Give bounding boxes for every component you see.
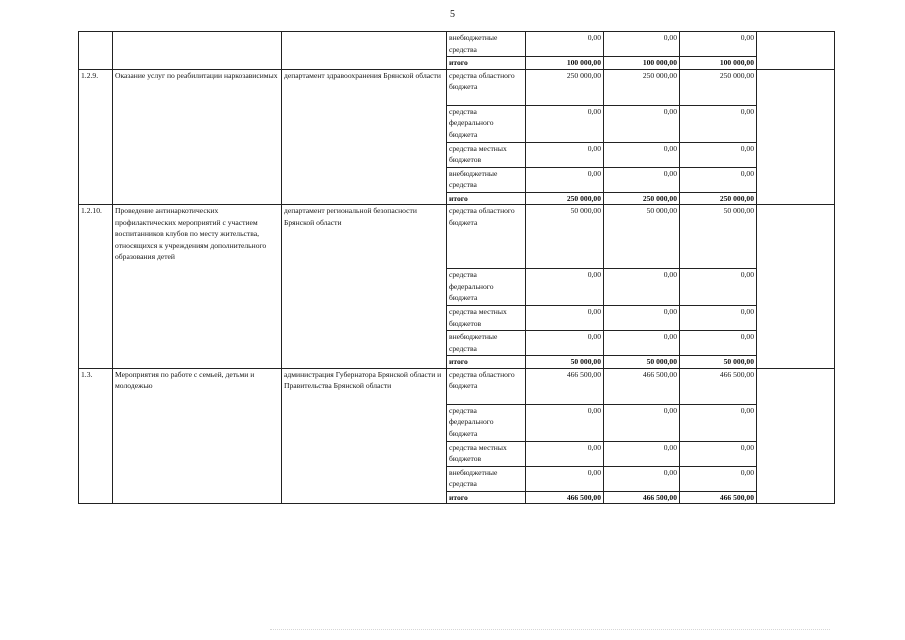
value-cell: 250 000,00 — [680, 69, 757, 105]
funding-source-cell: средства областного бюджета — [447, 205, 526, 269]
value-cell: 0,00 — [526, 32, 604, 57]
value-cell: 250 000,00 — [604, 69, 680, 105]
value-cell: 0,00 — [604, 142, 680, 167]
row-number-cell — [79, 32, 113, 70]
executor-cell: департамент региональной безопасности Брянской области — [282, 205, 447, 369]
value-cell: 0,00 — [680, 32, 757, 57]
value-cell: 0,00 — [604, 331, 680, 356]
funding-source-cell: итого — [447, 192, 526, 205]
value-cell: 466 500,00 — [526, 491, 604, 504]
value-cell: 0,00 — [526, 466, 604, 491]
value-cell: 0,00 — [526, 167, 604, 192]
value-cell: 50 000,00 — [526, 205, 604, 269]
value-cell: 50 000,00 — [604, 205, 680, 269]
value-cell: 0,00 — [680, 331, 757, 356]
empty-cell — [757, 32, 835, 70]
funding-source-cell: внебюджетные средства — [447, 331, 526, 356]
value-cell: 250 000,00 — [680, 192, 757, 205]
funding-source-cell: итого — [447, 356, 526, 369]
value-cell: 0,00 — [604, 167, 680, 192]
value-cell: 0,00 — [526, 331, 604, 356]
funding-source-cell: итого — [447, 491, 526, 504]
value-cell: 466 500,00 — [526, 368, 604, 404]
executor-cell — [282, 32, 447, 70]
value-cell: 0,00 — [526, 404, 604, 441]
value-cell: 0,00 — [680, 441, 757, 466]
activity-name-cell: Мероприятия по работе с семьей, детьми и молодежью — [113, 368, 282, 504]
empty-cell — [757, 205, 835, 369]
activity-name-cell: Оказание услуг по реабилитации наркозависимых — [113, 69, 282, 205]
funding-source-cell: средства федерального бюджета — [447, 105, 526, 142]
value-cell: 466 500,00 — [680, 491, 757, 504]
funding-source-cell: средства федерального бюджета — [447, 269, 526, 306]
funding-source-cell: средства областного бюджета — [447, 69, 526, 105]
scan-artifact-line — [270, 629, 830, 634]
value-cell: 100 000,00 — [604, 57, 680, 70]
activity-name-cell — [113, 32, 282, 70]
empty-cell — [757, 69, 835, 205]
executor-cell: департамент здравоохранения Брянской области — [282, 69, 447, 205]
value-cell: 0,00 — [680, 466, 757, 491]
value-cell: 466 500,00 — [604, 491, 680, 504]
table-row — [79, 32, 835, 57]
value-cell: 0,00 — [526, 306, 604, 331]
value-cell: 50 000,00 — [526, 356, 604, 369]
funding-source-cell: внебюджетные средства — [447, 167, 526, 192]
table-row — [79, 205, 835, 269]
value-cell: 250 000,00 — [604, 192, 680, 205]
value-cell: 0,00 — [680, 167, 757, 192]
executor-cell: администрация Губернатора Брянской области и Правительства Брянской области — [282, 368, 447, 504]
value-cell: 0,00 — [680, 142, 757, 167]
value-cell: 50 000,00 — [604, 356, 680, 369]
row-number-cell: 1.2.10. — [79, 205, 113, 369]
budget-table — [78, 31, 835, 504]
table-row — [79, 368, 835, 404]
value-cell: 50 000,00 — [680, 356, 757, 369]
value-cell: 466 500,00 — [680, 368, 757, 404]
value-cell: 0,00 — [604, 404, 680, 441]
funding-source-cell: средства местных бюджетов — [447, 306, 526, 331]
empty-cell — [757, 368, 835, 504]
value-cell: 0,00 — [680, 404, 757, 441]
funding-source-cell: средства областного бюджета — [447, 368, 526, 404]
value-cell: 0,00 — [604, 306, 680, 331]
value-cell: 0,00 — [604, 105, 680, 142]
funding-source-cell: внебюджетные средства — [447, 466, 526, 491]
row-number-cell: 1.3. — [79, 368, 113, 504]
table-row — [79, 69, 835, 105]
value-cell: 0,00 — [526, 105, 604, 142]
row-number-cell: 1.2.9. — [79, 69, 113, 205]
value-cell: 0,00 — [604, 32, 680, 57]
activity-name-cell: Проведение антинаркотических профилактических мероприятий с участием воспитанников клубов по месту жительства, относящихся к учреждениям дополнительного образования детей — [113, 205, 282, 369]
value-cell: 466 500,00 — [604, 368, 680, 404]
value-cell: 0,00 — [526, 269, 604, 306]
value-cell: 0,00 — [526, 441, 604, 466]
value-cell: 100 000,00 — [526, 57, 604, 70]
funding-source-cell: внебюджетные средства — [447, 32, 526, 57]
value-cell: 0,00 — [604, 269, 680, 306]
value-cell: 0,00 — [680, 306, 757, 331]
funding-source-cell: итого — [447, 57, 526, 70]
value-cell: 50 000,00 — [680, 205, 757, 269]
value-cell: 0,00 — [680, 269, 757, 306]
page-number: 5 — [450, 9, 455, 20]
value-cell: 250 000,00 — [526, 69, 604, 105]
funding-source-cell: средства местных бюджетов — [447, 142, 526, 167]
value-cell: 0,00 — [680, 105, 757, 142]
funding-source-cell: средства местных бюджетов — [447, 441, 526, 466]
funding-source-cell: средства федерального бюджета — [447, 404, 526, 441]
value-cell: 100 000,00 — [680, 57, 757, 70]
value-cell: 0,00 — [604, 441, 680, 466]
value-cell: 250 000,00 — [526, 192, 604, 205]
value-cell: 0,00 — [526, 142, 604, 167]
value-cell: 0,00 — [604, 466, 680, 491]
